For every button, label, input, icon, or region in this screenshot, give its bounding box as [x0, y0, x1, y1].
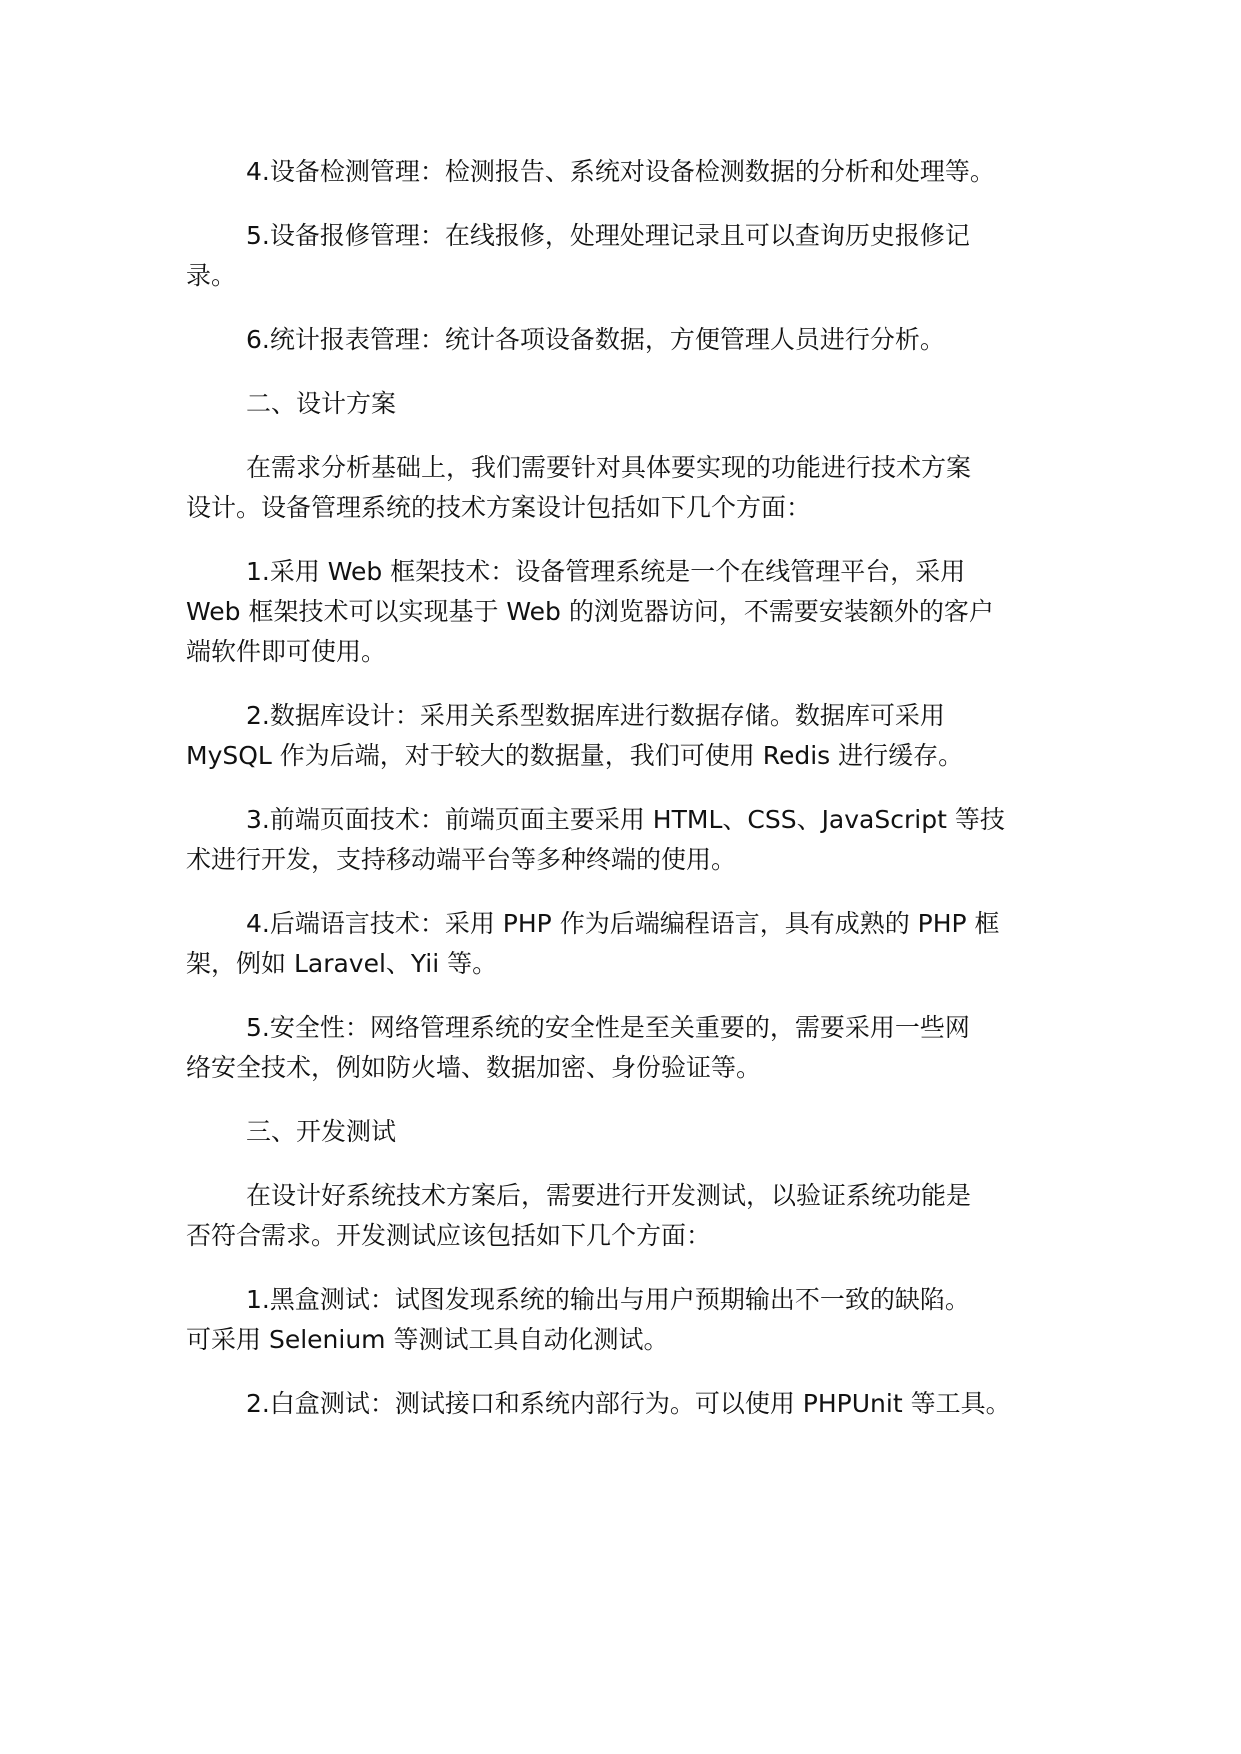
- paragraph-line: 5.设备报修管理：在线报修，处理处理记录且可以查询历史报修记: [246, 221, 970, 250]
- paragraph-line: MySQL 作为后端，对于较大的数据量，我们可使用 Redis 进行缓存。: [186, 741, 964, 770]
- paragraph-line: 1.采用 Web 框架技术：设备管理系统是一个在线管理平台，采用: [246, 557, 966, 586]
- paragraph-line: 2.数据库设计：采用关系型数据库进行数据存储。数据库可采用: [246, 701, 945, 730]
- document-body: [186, 152, 1066, 1424]
- paragraph-line: 4.设备检测管理：检测报告、系统对设备检测数据的分析和处理等。: [246, 157, 995, 186]
- paragraph-line: 录。: [186, 261, 237, 290]
- heading-text: 二、设计方案: [246, 389, 397, 418]
- paragraph: [186, 904, 1066, 984]
- paragraph: [186, 1280, 1066, 1360]
- paragraph: [186, 1176, 1066, 1256]
- heading-text: 三、开发测试: [246, 1117, 397, 1146]
- paragraph-line: 6.统计报表管理：统计各项设备数据，方便管理人员进行分析。: [246, 325, 945, 354]
- paragraph: [186, 1384, 1066, 1424]
- paragraph: [186, 320, 1066, 360]
- paragraph-line: 1.黑盒测试：试图发现系统的输出与用户预期输出不一致的缺陷。: [246, 1285, 970, 1314]
- paragraph-line: 5.安全性：网络管理系统的安全性是至关重要的，需要采用一些网: [246, 1013, 970, 1042]
- paragraph: [186, 1008, 1066, 1088]
- paragraph: [186, 216, 1066, 296]
- paragraph-line: 端软件即可使用。: [186, 637, 387, 666]
- paragraph-line: 4.后端语言技术：采用 PHP 作为后端编程语言，具有成熟的 PHP 框: [246, 909, 1000, 938]
- paragraph-line: 在需求分析基础上，我们需要针对具体要实现的功能进行技术方案: [246, 453, 972, 482]
- paragraph-line: Web 框架技术可以实现基于 Web 的浏览器访问，不需要安装额外的客户: [186, 597, 994, 626]
- paragraph-line: 否符合需求。开发测试应该包括如下几个方面：: [186, 1221, 712, 1250]
- paragraph-line: 在设计好系统技术方案后，需要进行开发测试，以验证系统功能是: [246, 1181, 972, 1210]
- paragraph-line: 可采用 Selenium 等测试工具自动化测试。: [186, 1325, 669, 1354]
- paragraph-line: 架，例如 Laravel、Yii 等。: [186, 949, 498, 978]
- paragraph-line: 术进行开发，支持移动端平台等多种终端的使用。: [186, 845, 737, 874]
- paragraph: [186, 152, 1066, 192]
- paragraph-line: 设计。设备管理系统的技术方案设计包括如下几个方面：: [186, 493, 812, 522]
- paragraph: [186, 448, 1066, 528]
- paragraph: [186, 552, 1066, 672]
- paragraph-line: 络安全技术，例如防火墙、数据加密、身份验证等。: [186, 1053, 762, 1082]
- section-heading: [186, 384, 1066, 424]
- paragraph-line: 2.白盒测试：测试接口和系统内部行为。可以使用 PHPUnit 等工具。: [246, 1389, 1011, 1418]
- paragraph-line: 3.前端页面技术：前端页面主要采用 HTML、CSS、JavaScript 等技: [246, 805, 1005, 834]
- paragraph: [186, 800, 1066, 880]
- paragraph: [186, 696, 1066, 776]
- section-heading: [186, 1112, 1066, 1152]
